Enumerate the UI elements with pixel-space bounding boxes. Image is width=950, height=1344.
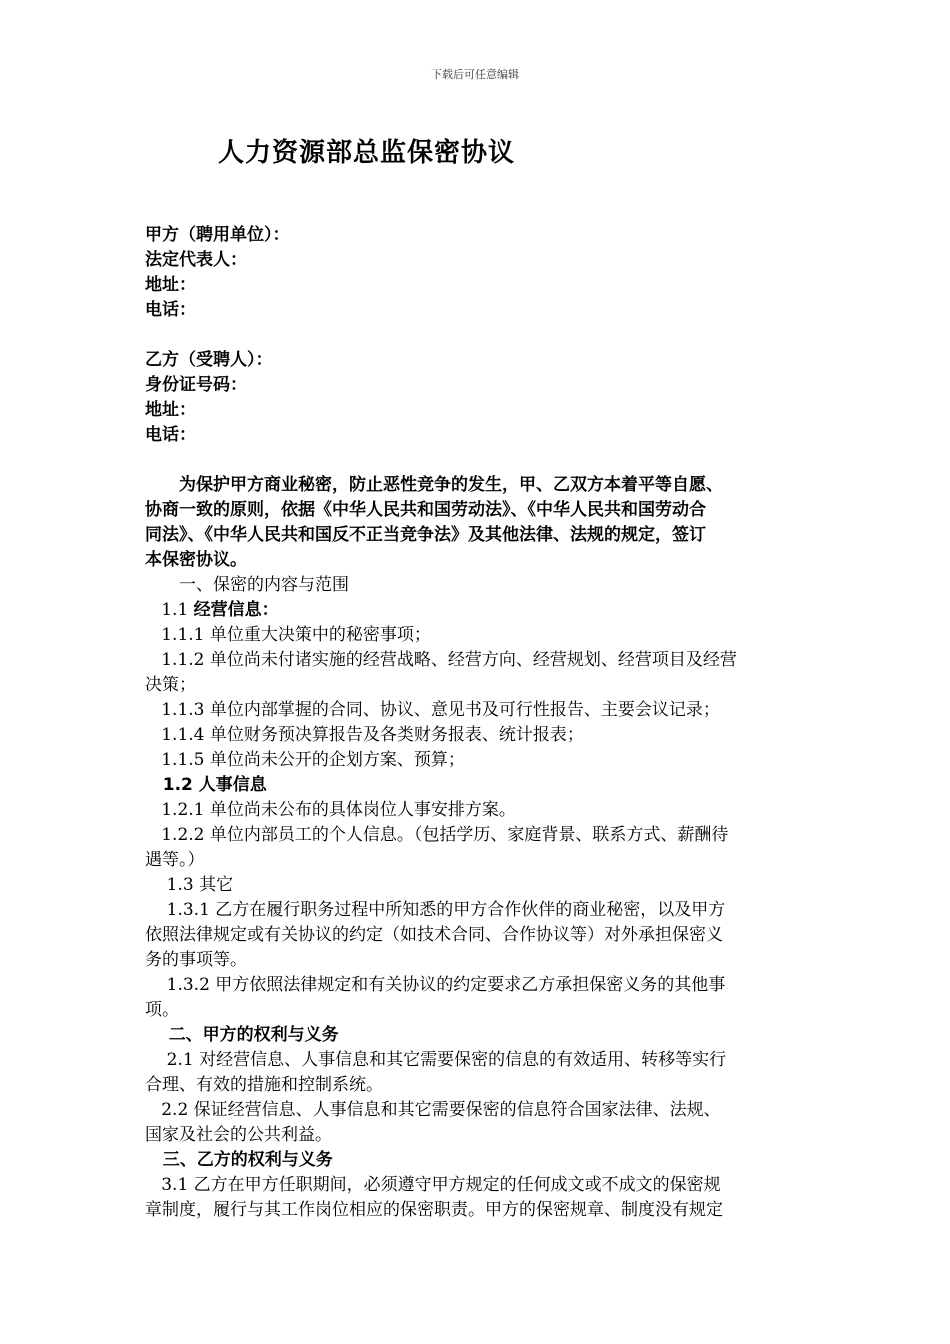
clause-1-3-1-cont: 依照法律规定或有关协议的约定（如技术合同、合作协议等）对外承担保密义	[145, 925, 723, 945]
clause-1-2: 1.2 人事信息	[145, 775, 267, 795]
clause-1-1-number: 1.1	[145, 600, 194, 620]
party-a-heading: 甲方（聘用单位）：	[145, 225, 290, 245]
header-note: 下载后可任意编辑	[431, 68, 519, 81]
document-body	[145, 223, 805, 1223]
clause-1-1-label: 经营信息：	[193, 600, 279, 620]
clause-1-3-1-cont: 务的事项等。	[145, 950, 247, 970]
clause-1-2-1: 1.2.1 单位尚未公布的具体岗位人事安排方案。	[145, 800, 516, 820]
party-a-rep: 法定代表人：	[145, 250, 247, 270]
clause-3-1-cont: 章制度，履行与其工作岗位相应的保密职责。甲方的保密规章、制度没有规定	[145, 1200, 723, 1220]
party-b-address: 地址：	[145, 400, 196, 420]
party-b-heading: 乙方（受聘人）：	[145, 350, 273, 370]
clause-1-1-3: 1.1.3 单位内部掌握的合同、协议、意见书及可行性报告、主要会议记录；	[145, 700, 720, 720]
party-a-address: 地址：	[145, 275, 196, 295]
party-b-phone: 电话：	[145, 425, 196, 445]
clause-2-2: 2.2 保证经营信息、人事信息和其它需要保密的信息符合国家法律、法规、	[145, 1100, 721, 1120]
clause-2-2-cont: 国家及社会的公共利益。	[145, 1125, 332, 1145]
intro-line: 本保密协议。	[145, 550, 247, 570]
clause-1-3-1: 1.3.1 乙方在履行职务过程中所知悉的甲方合作伙伴的商业秘密，以及甲方	[145, 900, 726, 920]
clause-2-1-cont: 合理、有效的措施和控制系统。	[145, 1075, 383, 1095]
clause-1-2-2-cont: 遇等。）	[145, 850, 205, 870]
section-3-heading: 三、乙方的权利与义务	[145, 1150, 333, 1170]
party-b-id: 身份证号码：	[145, 375, 247, 395]
clause-2-1: 2.1 对经营信息、人事信息和其它需要保密的信息的有效适用、转移等实行	[145, 1050, 727, 1070]
clause-1-1	[145, 598, 805, 623]
clause-1-1-1: 1.1.1 单位重大决策中的秘密事项；	[145, 625, 431, 645]
intro-line: 为保护甲方商业秘密，防止恶性竞争的发生，甲、乙双方本着平等自愿、	[145, 475, 723, 495]
intro-line: 协商一致的原则，依据《中华人民共和国劳动法》、《中华人民共和国劳动合	[145, 500, 706, 520]
clause-1-1-2: 1.1.2 单位尚未付诸实施的经营战略、经营方向、经营规划、经营项目及经营	[145, 650, 737, 670]
clause-1-3-2-cont: 项。	[145, 1000, 179, 1020]
clause-1-1-2-cont: 决策；	[145, 675, 196, 695]
clause-1-3: 1.3 其它	[145, 875, 234, 895]
clause-1-3-2: 1.3.2 甲方依照法律规定和有关协议的约定要求乙方承担保密义务的其他事	[145, 975, 726, 995]
clause-3-1: 3.1 乙方在甲方任职期间，必须遵守甲方规定的任何成文或不成文的保密规	[145, 1175, 721, 1195]
clause-1-2-2: 1.2.2 单位内部员工的个人信息。（包括学历、家庭背景、联系方式、薪酬待	[145, 825, 729, 845]
intro-line: 同法》、《中华人民共和国反不正当竞争法》及其他法律、法规的规定，签订	[145, 525, 706, 545]
party-a-phone: 电话：	[145, 300, 196, 320]
spacer	[145, 448, 805, 473]
document-title: 人力资源部总监保密协议	[218, 138, 516, 168]
section-1-heading: 一、保密的内容与范围	[145, 575, 349, 595]
spacer	[145, 323, 805, 348]
section-2-heading: 二、甲方的权利与义务	[145, 1025, 339, 1045]
clause-1-1-5: 1.1.5 单位尚未公开的企划方案、预算；	[145, 750, 465, 770]
clause-1-1-4: 1.1.4 单位财务预决算报告及各类财务报表、统计报表；	[145, 725, 584, 745]
